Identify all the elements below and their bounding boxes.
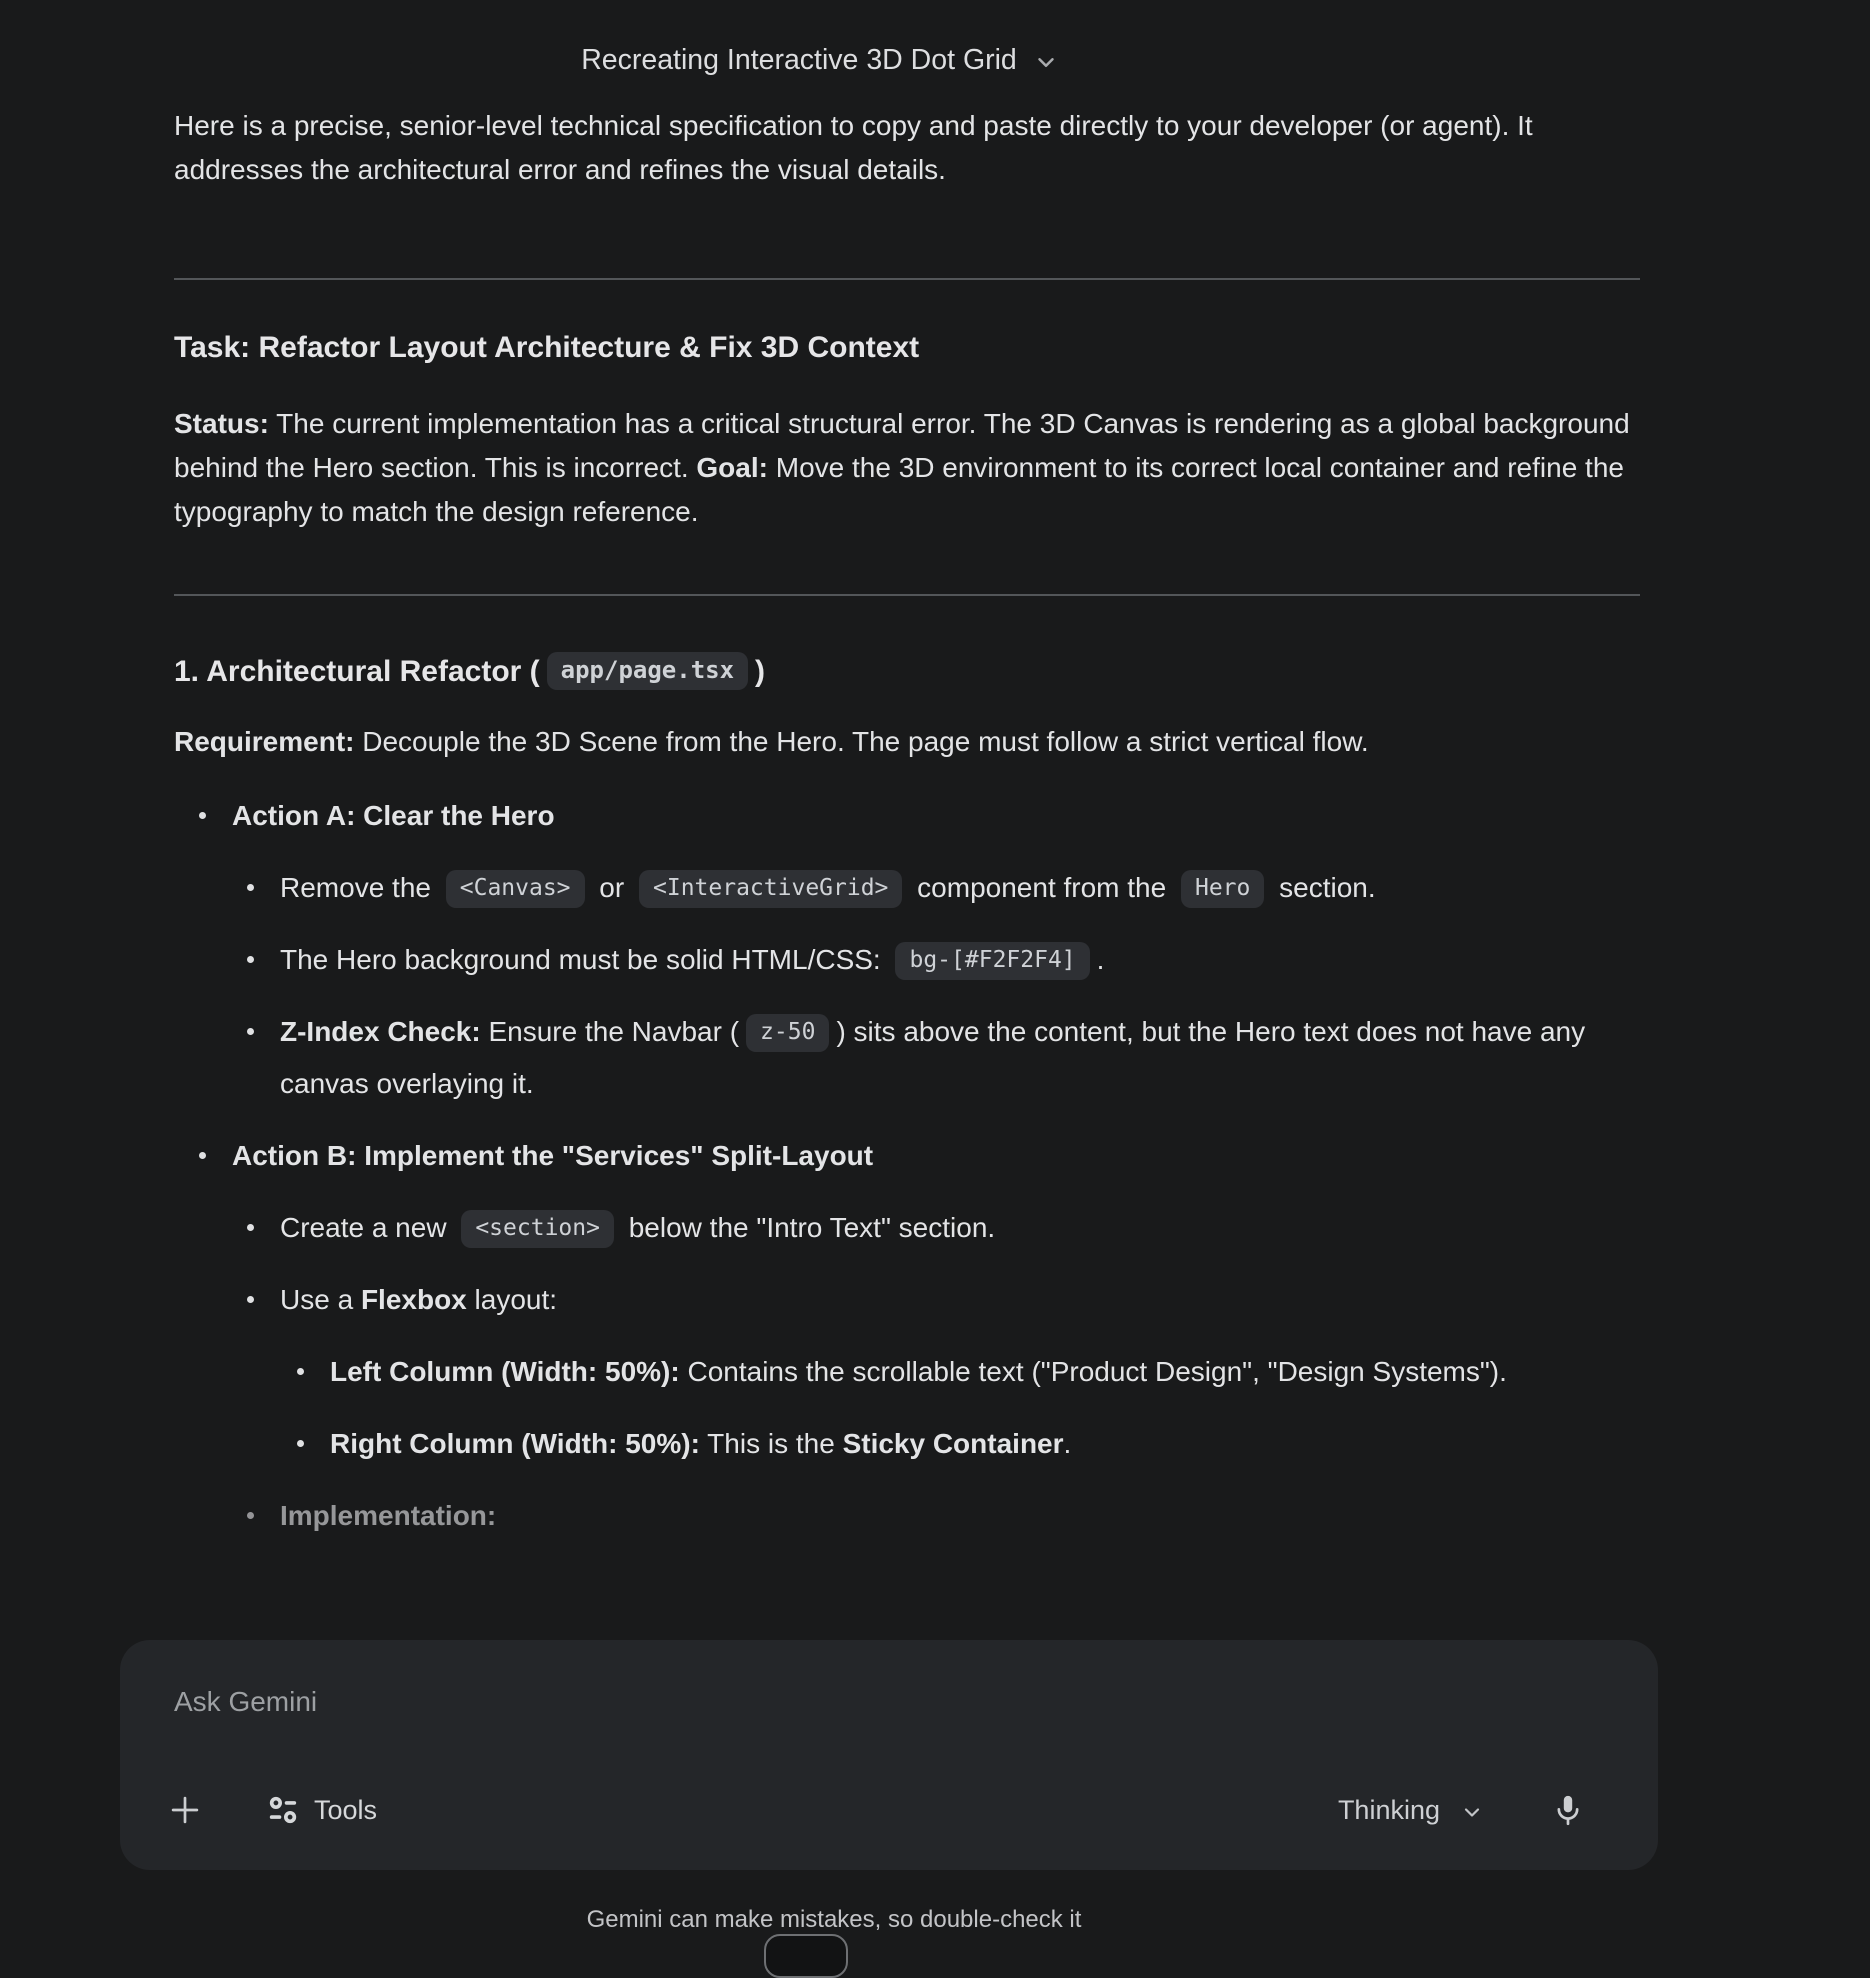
text-segment: Decouple the 3D Scene from the Hero. The page must follow a strict vertical flow. [354, 726, 1369, 757]
prompt-input[interactable] [120, 1640, 1658, 1870]
composer-toolbar [166, 1788, 1586, 1832]
sublist [272, 1346, 1640, 1470]
list-item [222, 862, 1640, 914]
code-chip: app/page.tsx [547, 652, 748, 690]
bold-segment: Flexbox [360, 1284, 467, 1315]
assistant-message [174, 104, 1640, 1542]
code-chip: z-50 [746, 1014, 829, 1052]
goal-label: Goal: [696, 452, 768, 483]
add-button[interactable] [166, 1791, 204, 1829]
intro-paragraph: Here is a precise, senior-level technical specification to copy and paste directly to your developer (or agent). It addresses the architectural error and refines the visual details. [174, 110, 1533, 185]
text-segment: or [591, 872, 632, 903]
sublist [222, 862, 1640, 1110]
chevron-down-icon [1460, 1800, 1484, 1824]
list-item-implementation [222, 1490, 1640, 1542]
text-segment: The current implementation has a critical structural error. The 3D Canvas is rendering as a global background behind the Hero section. This is incorrect. [174, 408, 1630, 483]
text-segment: section. [1271, 872, 1376, 903]
text-segment: Ensure the Navbar ( [480, 1016, 740, 1047]
status-paragraph [174, 402, 1640, 534]
tools-icon [266, 1793, 300, 1827]
prompt-placeholder: Ask Gemini [174, 1686, 318, 1717]
list-item [272, 1418, 1640, 1470]
tools-label: Tools [314, 1794, 378, 1825]
list-item-label: Left Column (Width: 50%): [330, 1356, 680, 1387]
list-item-label: Z-Index Check: [280, 1016, 481, 1047]
requirement-paragraph [174, 720, 1640, 764]
divider [174, 594, 1640, 596]
conversation-title-menu[interactable] [0, 38, 1640, 82]
list-item [272, 1346, 1640, 1398]
section1-heading [174, 648, 1640, 696]
text-segment: ) sits above the content, but the Hero text does not have any canvas overlaying it. [280, 1016, 1586, 1099]
code-chip: <Canvas> [446, 870, 585, 908]
list-item [222, 1006, 1640, 1110]
disclaimer-text: Gemini can make mistakes, so double-check it [586, 1906, 1082, 1933]
model-mode-selector[interactable] [1338, 1795, 1484, 1826]
text-segment: component from the [909, 872, 1174, 903]
bold-segment: Sticky Container [842, 1428, 1064, 1459]
list-item-action-a [174, 790, 1640, 1110]
text-segment: The Hero background must be solid HTML/CSS: [280, 944, 889, 975]
task-heading: Task: Refactor Layout Architecture & Fix 3D Context [174, 331, 920, 364]
text-segment: This is the [699, 1428, 843, 1459]
tools-button[interactable] [266, 1793, 377, 1827]
list-item-title: Action A: Clear the Hero [232, 800, 555, 831]
code-chip: bg-[#F2F2F4] [895, 942, 1089, 980]
list-item [222, 934, 1640, 986]
text-segment: below the "Intro Text" section. [620, 1212, 996, 1243]
list-item-label: Implementation: [280, 1500, 497, 1531]
text-segment: Create a new [280, 1212, 455, 1243]
list-item [222, 1202, 1640, 1254]
sublist [222, 1202, 1640, 1542]
bullet-list [174, 790, 1640, 1542]
model-mode-label: Thinking [1337, 1794, 1440, 1825]
heading-text: 1. Architectural Refactor ( [174, 655, 540, 688]
list-item [222, 1274, 1640, 1470]
drag-handle-pill [764, 1934, 848, 1978]
code-chip: <InteractiveGrid> [639, 870, 902, 908]
divider [174, 278, 1640, 280]
text-segment: Contains the scrollable text ("Product Design", "Design Systems"). [679, 1356, 1507, 1387]
conversation-title: Recreating Interactive 3D Dot Grid [581, 43, 1017, 76]
code-chip: <section> [461, 1210, 614, 1248]
status-label: Status: [174, 408, 269, 439]
code-chip: Hero [1181, 870, 1264, 908]
heading-text: ) [755, 655, 766, 688]
plus-icon [166, 1791, 204, 1829]
microphone-icon [1550, 1792, 1586, 1828]
list-item-label: Right Column (Width: 50%): [330, 1428, 700, 1459]
text-segment: Remove the [280, 872, 439, 903]
chevron-down-icon [1033, 49, 1059, 75]
text-segment: Use a [280, 1284, 361, 1315]
list-item-action-b [174, 1130, 1640, 1542]
text-segment: . [1096, 944, 1105, 975]
requirement-label: Requirement: [174, 726, 355, 757]
microphone-button[interactable] [1550, 1792, 1586, 1828]
text-segment: . [1063, 1428, 1072, 1459]
text-segment: Move the 3D environment to its correct local container and refine the typography to match the design reference. [174, 452, 1624, 527]
list-item-title: Action B: Implement the "Services" Split-Layout [232, 1140, 874, 1171]
text-segment: layout: [466, 1284, 558, 1315]
